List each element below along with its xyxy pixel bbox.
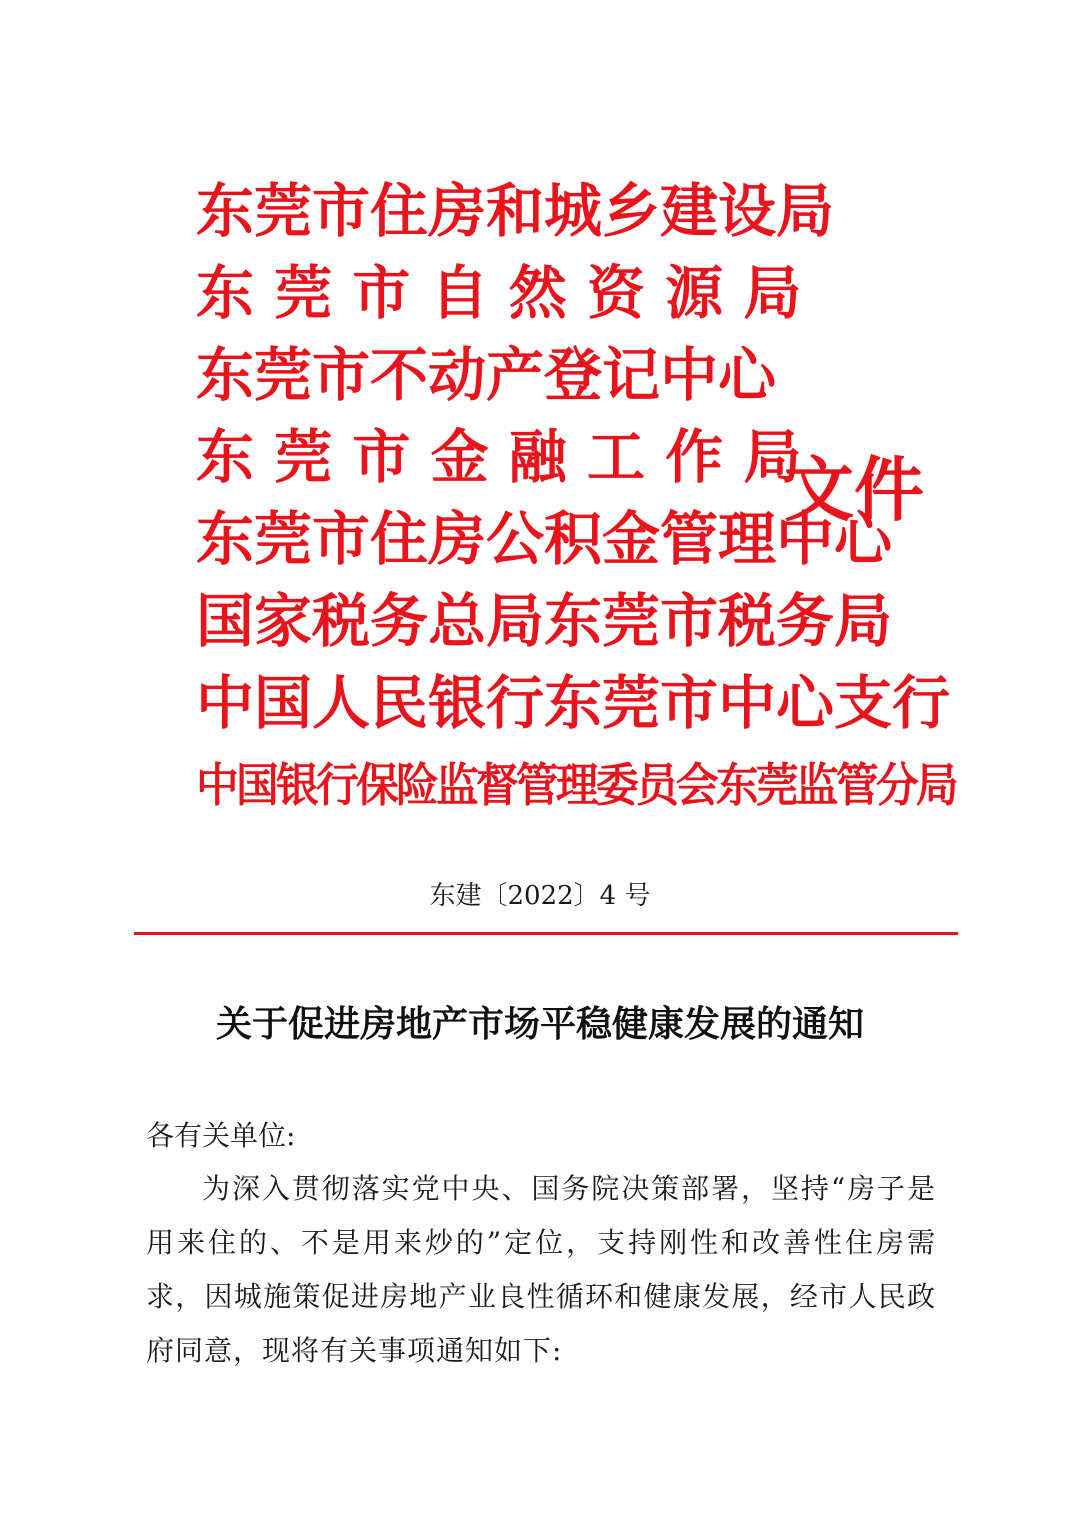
issuer-cbirc-branch: 中国银行保险监督管理委员会东莞监管分局: [196, 758, 956, 812]
red-divider-line: [134, 932, 958, 935]
document-title: 关于促进房地产市场平稳健康发展的通知: [215, 1003, 864, 1045]
issuer-tax-bureau: 国家税务总局东莞市税务局: [196, 587, 893, 655]
document-label: 文件: [784, 449, 924, 531]
issuer-real-estate-registry: 东莞市不动产登记中心: [196, 341, 777, 409]
salutation: 各有关单位:: [146, 1119, 296, 1152]
issuer-pboc-branch: 中国人民银行东莞市中心支行: [196, 669, 951, 737]
issuer-housing-fund-center: 东莞市住房公积金管理中心: [196, 505, 893, 573]
issuer-housing-bureau: 东莞市住房和城乡建设局: [196, 177, 835, 245]
issuer-finance-bureau: 东 莞 市 金 融 工 作 局: [196, 423, 802, 491]
body-paragraph: 为深入贯彻落实党中央、国务院决策部署，坚持“房子是用来住的、不是用来炒的”定位，支持刚性和改善性住房需求，因城施策促进房地产业良性循环和健康发展，经市人民政府同意，现将有关事项通知如下:: [146, 1172, 936, 1367]
document-number: 东建〔2022〕4 号: [429, 881, 651, 911]
issuer-natural-resources-bureau: 东 莞 市 自 然 资 源 局: [196, 259, 802, 327]
